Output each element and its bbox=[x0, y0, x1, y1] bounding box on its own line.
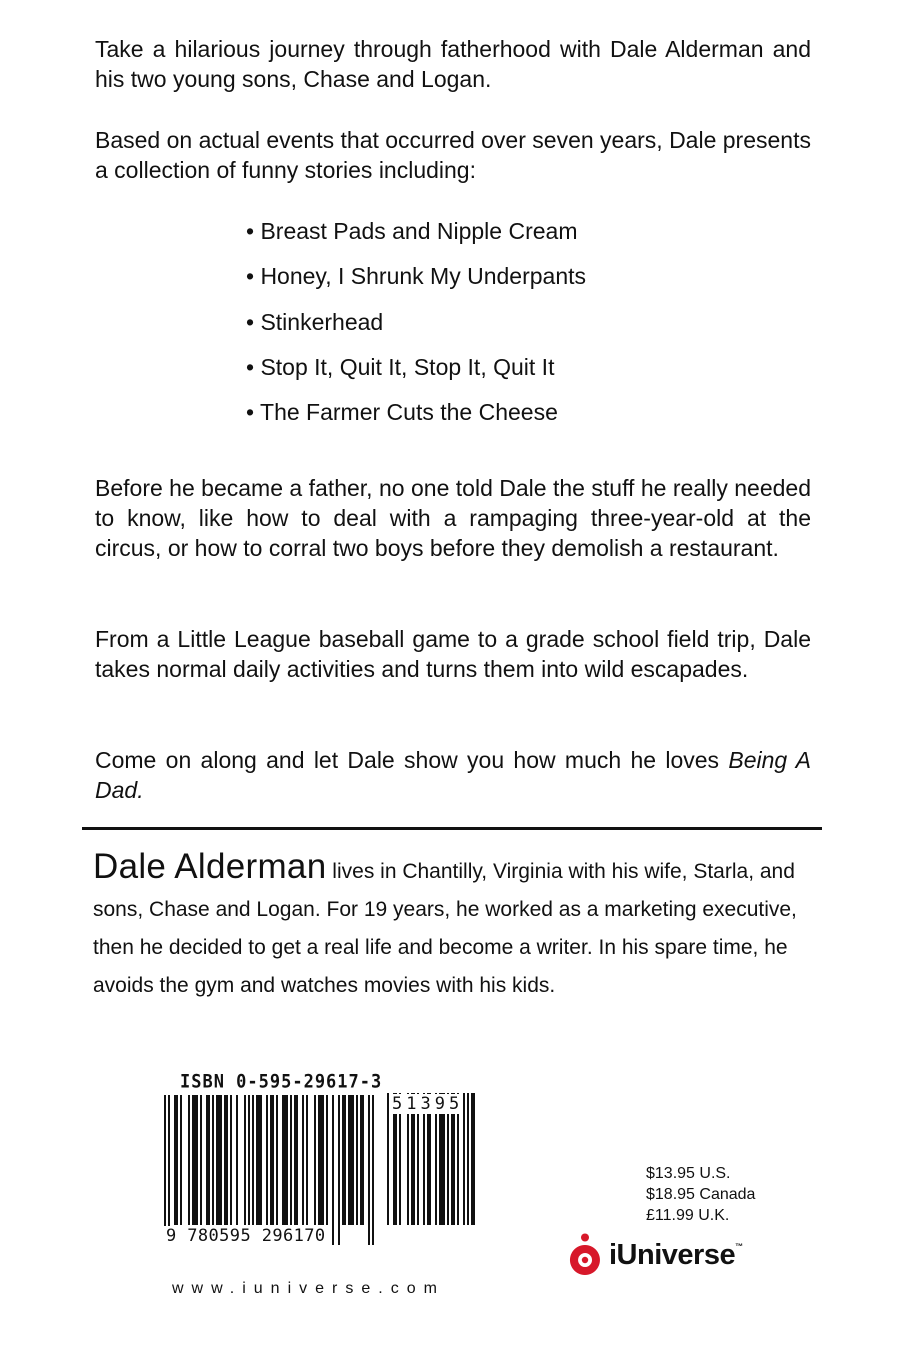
barcode-bar bbox=[276, 1095, 278, 1225]
publisher-url[interactable]: www.iuniverse.com bbox=[172, 1280, 445, 1297]
barcode-bar bbox=[244, 1095, 246, 1225]
intro-paragraph: Take a hilarious journey through fatherhood with Dale Alderman and his two young sons, Chase and Logan. bbox=[95, 36, 811, 92]
barcode-bar bbox=[290, 1095, 292, 1225]
book-title: Being A Dad. bbox=[95, 747, 811, 803]
barcode-bar bbox=[206, 1095, 210, 1225]
barcode-bar bbox=[164, 1095, 166, 1245]
barcode-bar bbox=[212, 1095, 214, 1225]
barcode-bar bbox=[192, 1095, 198, 1225]
barcode-bar bbox=[338, 1095, 340, 1245]
barcode-bar bbox=[248, 1095, 250, 1225]
divider bbox=[82, 827, 822, 830]
barcode-bar bbox=[306, 1095, 308, 1225]
barcode-bar bbox=[168, 1095, 170, 1245]
author-name: Dale Alderman bbox=[93, 847, 327, 886]
barcode-bar bbox=[387, 1093, 389, 1225]
author-bio bbox=[93, 848, 813, 1005]
price-uk: £11.99 U.K. bbox=[646, 1207, 730, 1224]
publisher-name: iUniverse bbox=[609, 1238, 736, 1271]
barcode-bar bbox=[342, 1095, 346, 1225]
barcode-bar bbox=[372, 1095, 374, 1245]
barcode-bar bbox=[463, 1093, 465, 1225]
before-paragraph: Before he became a father, no one told Dale the stuff he really needed to know, like how to deal with a rampaging three-year-old at the circus, or how to corral two boys before they demolish a restaurant. bbox=[95, 475, 811, 561]
isbn-label: ISBN 0-595-29617-3 bbox=[180, 1071, 383, 1093]
barcode-bar bbox=[368, 1095, 370, 1245]
barcode-bar bbox=[200, 1095, 202, 1225]
story-item: • Breast Pads and Nipple Cream bbox=[246, 218, 578, 244]
barcode-bar bbox=[356, 1095, 358, 1225]
story-item: • Honey, I Shrunk My Underpants bbox=[246, 263, 587, 290]
story-list bbox=[246, 215, 586, 441]
barcode-bar bbox=[294, 1095, 298, 1225]
based-on-paragraph: Based on actual events that occurred over seven years, Dale presents a collection of funny stories including: bbox=[95, 127, 811, 183]
barcode-bar bbox=[266, 1095, 268, 1225]
barcode-bar bbox=[174, 1095, 178, 1225]
from-paragraph: From a Little League baseball game to a grade school field trip, Dale takes normal daily activities and turns them into wild escapades. bbox=[95, 626, 811, 682]
ean-barcode bbox=[162, 1095, 382, 1245]
bio-text: lives in Chantilly, Virginia with his wife, Starla, and sons, Chase and Logan. For 19 years, he worked as a marketing executive, then he decided to get a real life and become a writer. In his spare time, he avoids the gym and watches movies with his kids. bbox=[93, 860, 797, 997]
publisher-logo bbox=[565, 1232, 743, 1278]
story-item: • The Farmer Cuts the Cheese bbox=[246, 399, 558, 426]
barcode-bar bbox=[348, 1095, 354, 1225]
barcode-bar bbox=[216, 1095, 222, 1225]
barcode-bar bbox=[360, 1095, 364, 1225]
trademark: ™ bbox=[735, 1242, 744, 1251]
barcode-bar bbox=[224, 1095, 228, 1225]
price-canada: $18.95 Canada bbox=[646, 1186, 756, 1203]
closing-paragraph bbox=[95, 745, 811, 805]
barcode-bar bbox=[326, 1095, 328, 1225]
price-us: $13.95 U.S. bbox=[646, 1165, 731, 1182]
barcode-bar bbox=[318, 1095, 324, 1225]
barcode-bar bbox=[302, 1095, 304, 1225]
barcode-bar bbox=[270, 1095, 274, 1225]
price-barcode bbox=[385, 1093, 477, 1245]
barcode-bar bbox=[236, 1095, 238, 1225]
barcode-bar bbox=[188, 1095, 190, 1225]
price-code: 51395 bbox=[392, 1094, 464, 1114]
story-item: • Stinkerhead bbox=[246, 308, 384, 335]
barcode-bar bbox=[180, 1095, 182, 1225]
barcode-bar bbox=[314, 1095, 316, 1225]
price-list bbox=[646, 1163, 755, 1226]
barcode-bar bbox=[282, 1095, 288, 1225]
closing-text: Come on along and let Dale show you how much he loves bbox=[95, 747, 729, 773]
ean-digits: 9 780595 296170 bbox=[166, 1226, 326, 1246]
barcode-bar bbox=[256, 1095, 262, 1225]
barcode-bar bbox=[467, 1093, 469, 1225]
barcode-bar bbox=[332, 1095, 334, 1245]
story-item: • Stop It, Quit It, Stop It, Quit It bbox=[246, 353, 555, 380]
barcode-bar bbox=[252, 1095, 254, 1225]
barcode-bar bbox=[471, 1093, 475, 1225]
barcode-bar bbox=[230, 1095, 232, 1225]
iuniverse-logo-icon bbox=[565, 1233, 605, 1277]
